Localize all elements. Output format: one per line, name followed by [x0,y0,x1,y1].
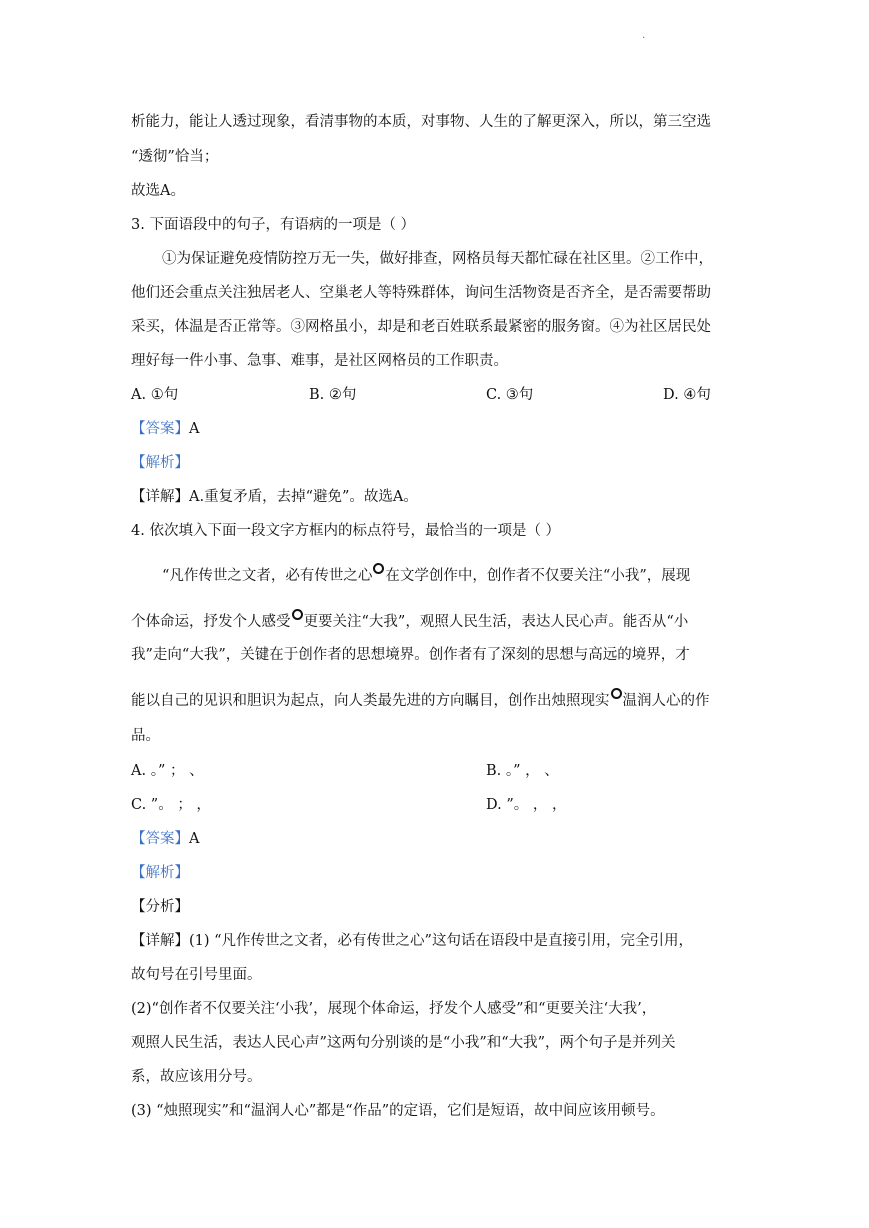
q3-passage-line-1: ①为保证避免疫情防控万无一失，做好排查，网格员每天都忙碌在社区里。②工作中， [162,251,713,267]
q4-option-b: B. 。” ， 、 [486,763,559,779]
blank-circle-2 [292,609,303,620]
intro-line-1: 析能力，能让人透过现象，看清事物的本质，对事物、人生的了解更深入，所以，第三空选 [131,114,711,130]
answer-tag: 【答案】 [131,831,189,847]
q4-passage-text: 更要关注“大我”，观照人民生活，表达人民心声。能否从“小 [303,614,689,630]
q4-fenxi: 【分析】 [131,899,189,915]
q4-answer [131,829,199,849]
q3-passage-line-4: 理好每一件小事、急事、难事，是社区网格员的工作职责。 [131,353,508,369]
q4-passage-line-5: 品。 [131,728,160,744]
q4-passage-text: 能以自己的见识和胆识为起点，向人类最先进的方向瞩目，创作出烛照现实 [131,693,610,709]
q3-analysis-tag: 【解析】 [131,455,189,471]
answer-value: A [189,831,200,847]
q4-passage-text: 温润人心的作 [622,693,710,709]
q4-passage-line-3: 我”走向“大我”，关键在于创作者的思想境界。创作者有了深刻的思想与高远的境界，才 [131,647,690,663]
q4-passage-line-4 [131,688,710,711]
answer-tag: 【答案】 [131,421,189,437]
q4-option-c: C. ”。 ； ， [131,797,211,813]
blank-circle-1 [373,563,384,574]
q3-passage-line-3: 采买，体温是否正常等。③网格虽小，却是和老百姓联系最紧密的服务窗。④为社区居民处 [131,319,711,335]
q4-detail-line-1: 【详解】(1) “凡作传世之文者，必有传世之心”这句话在语段中是直接引用，完全引用， [131,933,693,949]
q3-detail: 【详解】A.重复矛盾，去掉“避免”。故选A。 [131,489,418,505]
q4-detail-line-3: (2)“创作者不仅要关注‘小我’，展现个体命运，抒发个人感受”和“更要关注‘大我’， [131,1001,657,1017]
q4-detail-line-5: 系，故应该用分号。 [131,1069,262,1085]
q3-option-a: A. ①句 [131,387,179,403]
q4-analysis-tag: 【解析】 [131,865,189,881]
q3-option-c: C. ③句 [486,387,534,403]
q3-passage-line-2: 他们还会重点关注独居老人、空巢老人等特殊群体，询问生活物资是否齐全，是否需要帮助 [131,285,711,301]
q4-passage-text: 个体命运，抒发个人感受 [131,614,291,630]
answer-value: A [189,421,200,437]
intro-line-2: “透彻”恰当； [131,149,219,165]
corner-mark: . [642,30,646,41]
intro-line-3: 故选A。 [131,183,185,199]
q4-detail-line-6: (3) “烛照现实”和“温润人心”都是“作品”的定语，它们是短语，故中间应该用顿号。 [131,1103,665,1119]
q3-option-b: B. ②句 [309,387,357,403]
q4-detail-line-4: 观照人民生活，表达人民心声”这两句分别谈的是“小我”和“大我”，两个句子是并列关 [131,1035,676,1051]
q4-detail-line-2: 故句号在引号里面。 [131,967,262,983]
q4-option-d: D. ”。 ， ， [486,797,567,813]
q3-stem: 3. 下面语段中的句子，有语病的一项是（ ） [131,217,416,233]
q3-option-d: D. ④句 [663,387,711,403]
q4-option-a: A. 。” ； 、 [131,763,204,779]
q3-answer [131,419,199,439]
blank-circle-3 [611,688,622,699]
q4-stem: 4. 依次填入下面一段文字方框内的标点符号，最恰当的一项是（ ） [131,523,561,539]
q4-passage-text: 在文学创作中，创作者不仅要关注“小我”，展现 [385,568,691,584]
q4-passage-line-1 [162,563,690,586]
q4-passage-text: “凡作传世之文者，必有传世之心 [162,568,373,584]
q4-passage-line-2 [131,609,688,632]
